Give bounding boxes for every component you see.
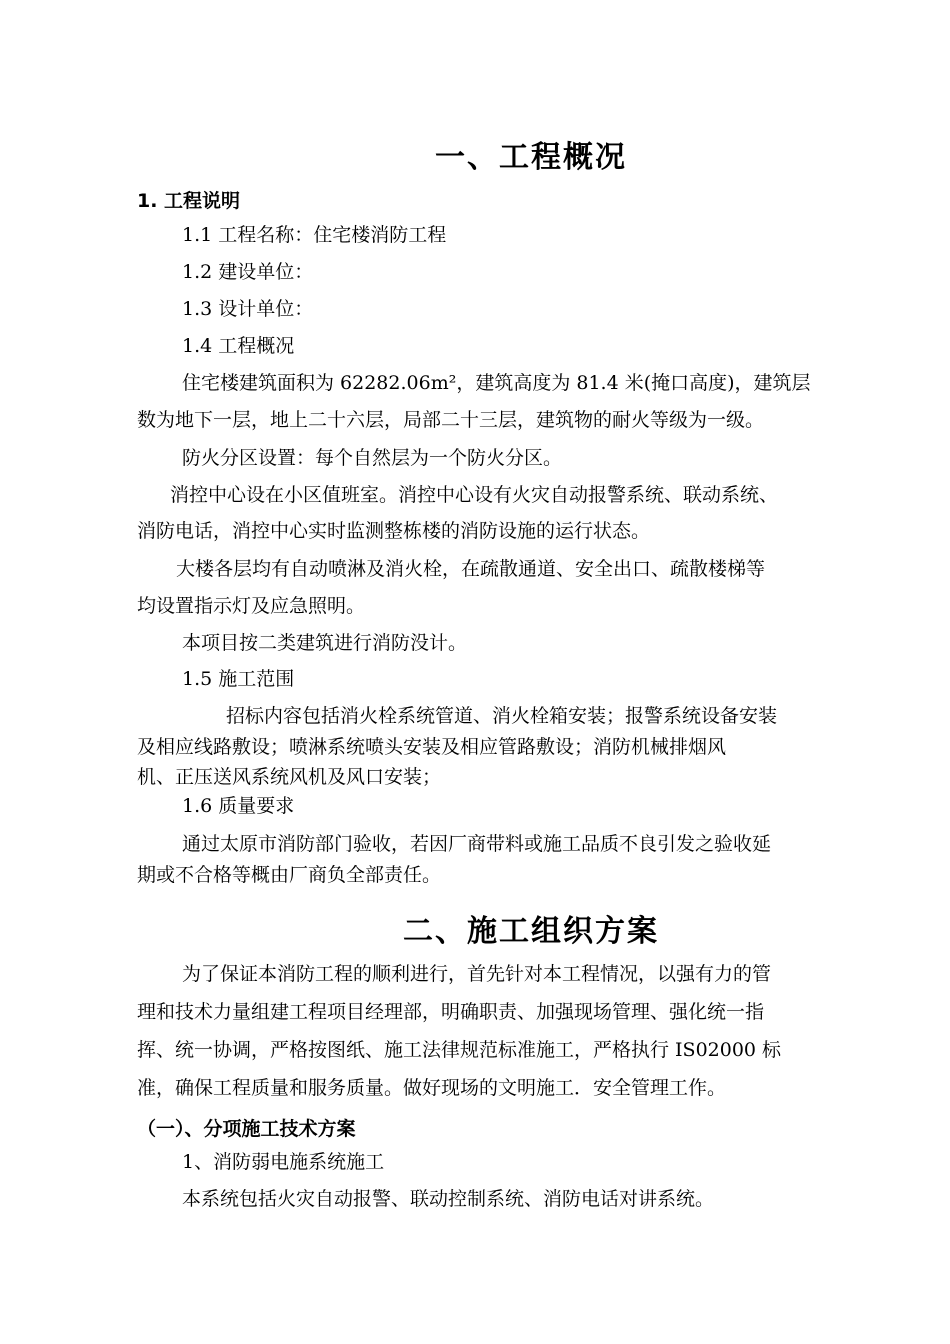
paragraph-scope-line3: 机、正压送风系统风机及风口安装；: [137, 766, 442, 788]
paragraph-building-area-line1: 住宅楼建筑面积为 62282.06m²，建筑高度为 81.4 米(掩口高度)，建筑层: [182, 372, 811, 394]
paragraph-control-center-line1: 消控中心设在小区值班室。消控中心设有火灾自动报警系统、联动系统、: [170, 484, 779, 506]
paragraph-scope-line1: 招标内容包括消火栓系统管道、消火栓箱安装；报警系统设备安装: [226, 705, 778, 727]
item-weak-current-system: 1、消防弱电施系统施工: [182, 1151, 385, 1173]
section-title-project-overview: 一、工程概况: [435, 140, 627, 175]
paragraph-sprinkler-line1: 大楼各层均有自动喷淋及消火栓，在疏散通道、安全出口、疏散楼梯等: [176, 558, 766, 580]
paragraph-organization-line1: 为了保证本消防工程的顺利进行，首先针对本工程情况，以强有力的管: [182, 963, 772, 985]
paragraph-building-class: 本项目按二类建筑进行消防没计。: [182, 632, 468, 654]
item-design-unit: 1.3 设计单位：: [182, 298, 314, 320]
paragraph-organization-line4: 准，确保工程质量和服务质量。做好现场的文明施工．安全管理工作。: [137, 1077, 727, 1099]
paragraph-building-area-line2: 数为地下一层，地上二十六层，局部二十三层，建筑物的耐火等级为一级。: [137, 409, 765, 431]
subsection-technical-plan: （一）、分项施工技术方案: [137, 1118, 356, 1140]
paragraph-scope-line2: 及相应线路敷设；喷淋系统喷头安装及相应管路敷设；消防机械排烟风: [137, 736, 727, 758]
paragraph-fire-zone: 防火分区设置：每个自然层为一个防火分区。: [182, 447, 563, 469]
paragraph-control-center-line2: 消防电话，消控中心实时监测整栋楼的消防设施的运行状态。: [137, 520, 651, 542]
paragraph-quality-line2: 期或不合格等概由厂商负全部责任。: [137, 864, 442, 886]
item-quality-requirements: 1.6 质量要求: [182, 795, 295, 817]
item-construction-unit: 1.2 建设单位：: [182, 261, 314, 283]
paragraph-organization-line2: 理和技术力量组建工程项目经理部，明确职责、加强现场管理、强化统一指: [137, 1001, 765, 1023]
paragraph-quality-line1: 通过太原市消防部门验收，若因厂商带料或施工品质不良引发之验收延: [182, 833, 772, 855]
paragraph-system-includes: 本系统包括火灾自动报警、联动控制系统、消防电话对讲系统。: [182, 1188, 715, 1210]
item-project-name: 1.1 工程名称：住宅楼消防工程: [182, 224, 447, 246]
paragraph-organization-line3: 挥、统一协调，严格按图纸、施工法律规范标准施工，严格执行 IS02000 标: [137, 1039, 782, 1061]
item-project-overview: 1.4 工程概况: [182, 335, 295, 357]
item-construction-scope: 1.5 施工范围: [182, 668, 295, 690]
subsection-project-description: 1. 工程说明: [137, 190, 241, 212]
paragraph-sprinkler-line2: 均设置指示灯及应急照明。: [137, 595, 366, 617]
section-title-construction-plan: 二、施工组织方案: [403, 914, 659, 949]
